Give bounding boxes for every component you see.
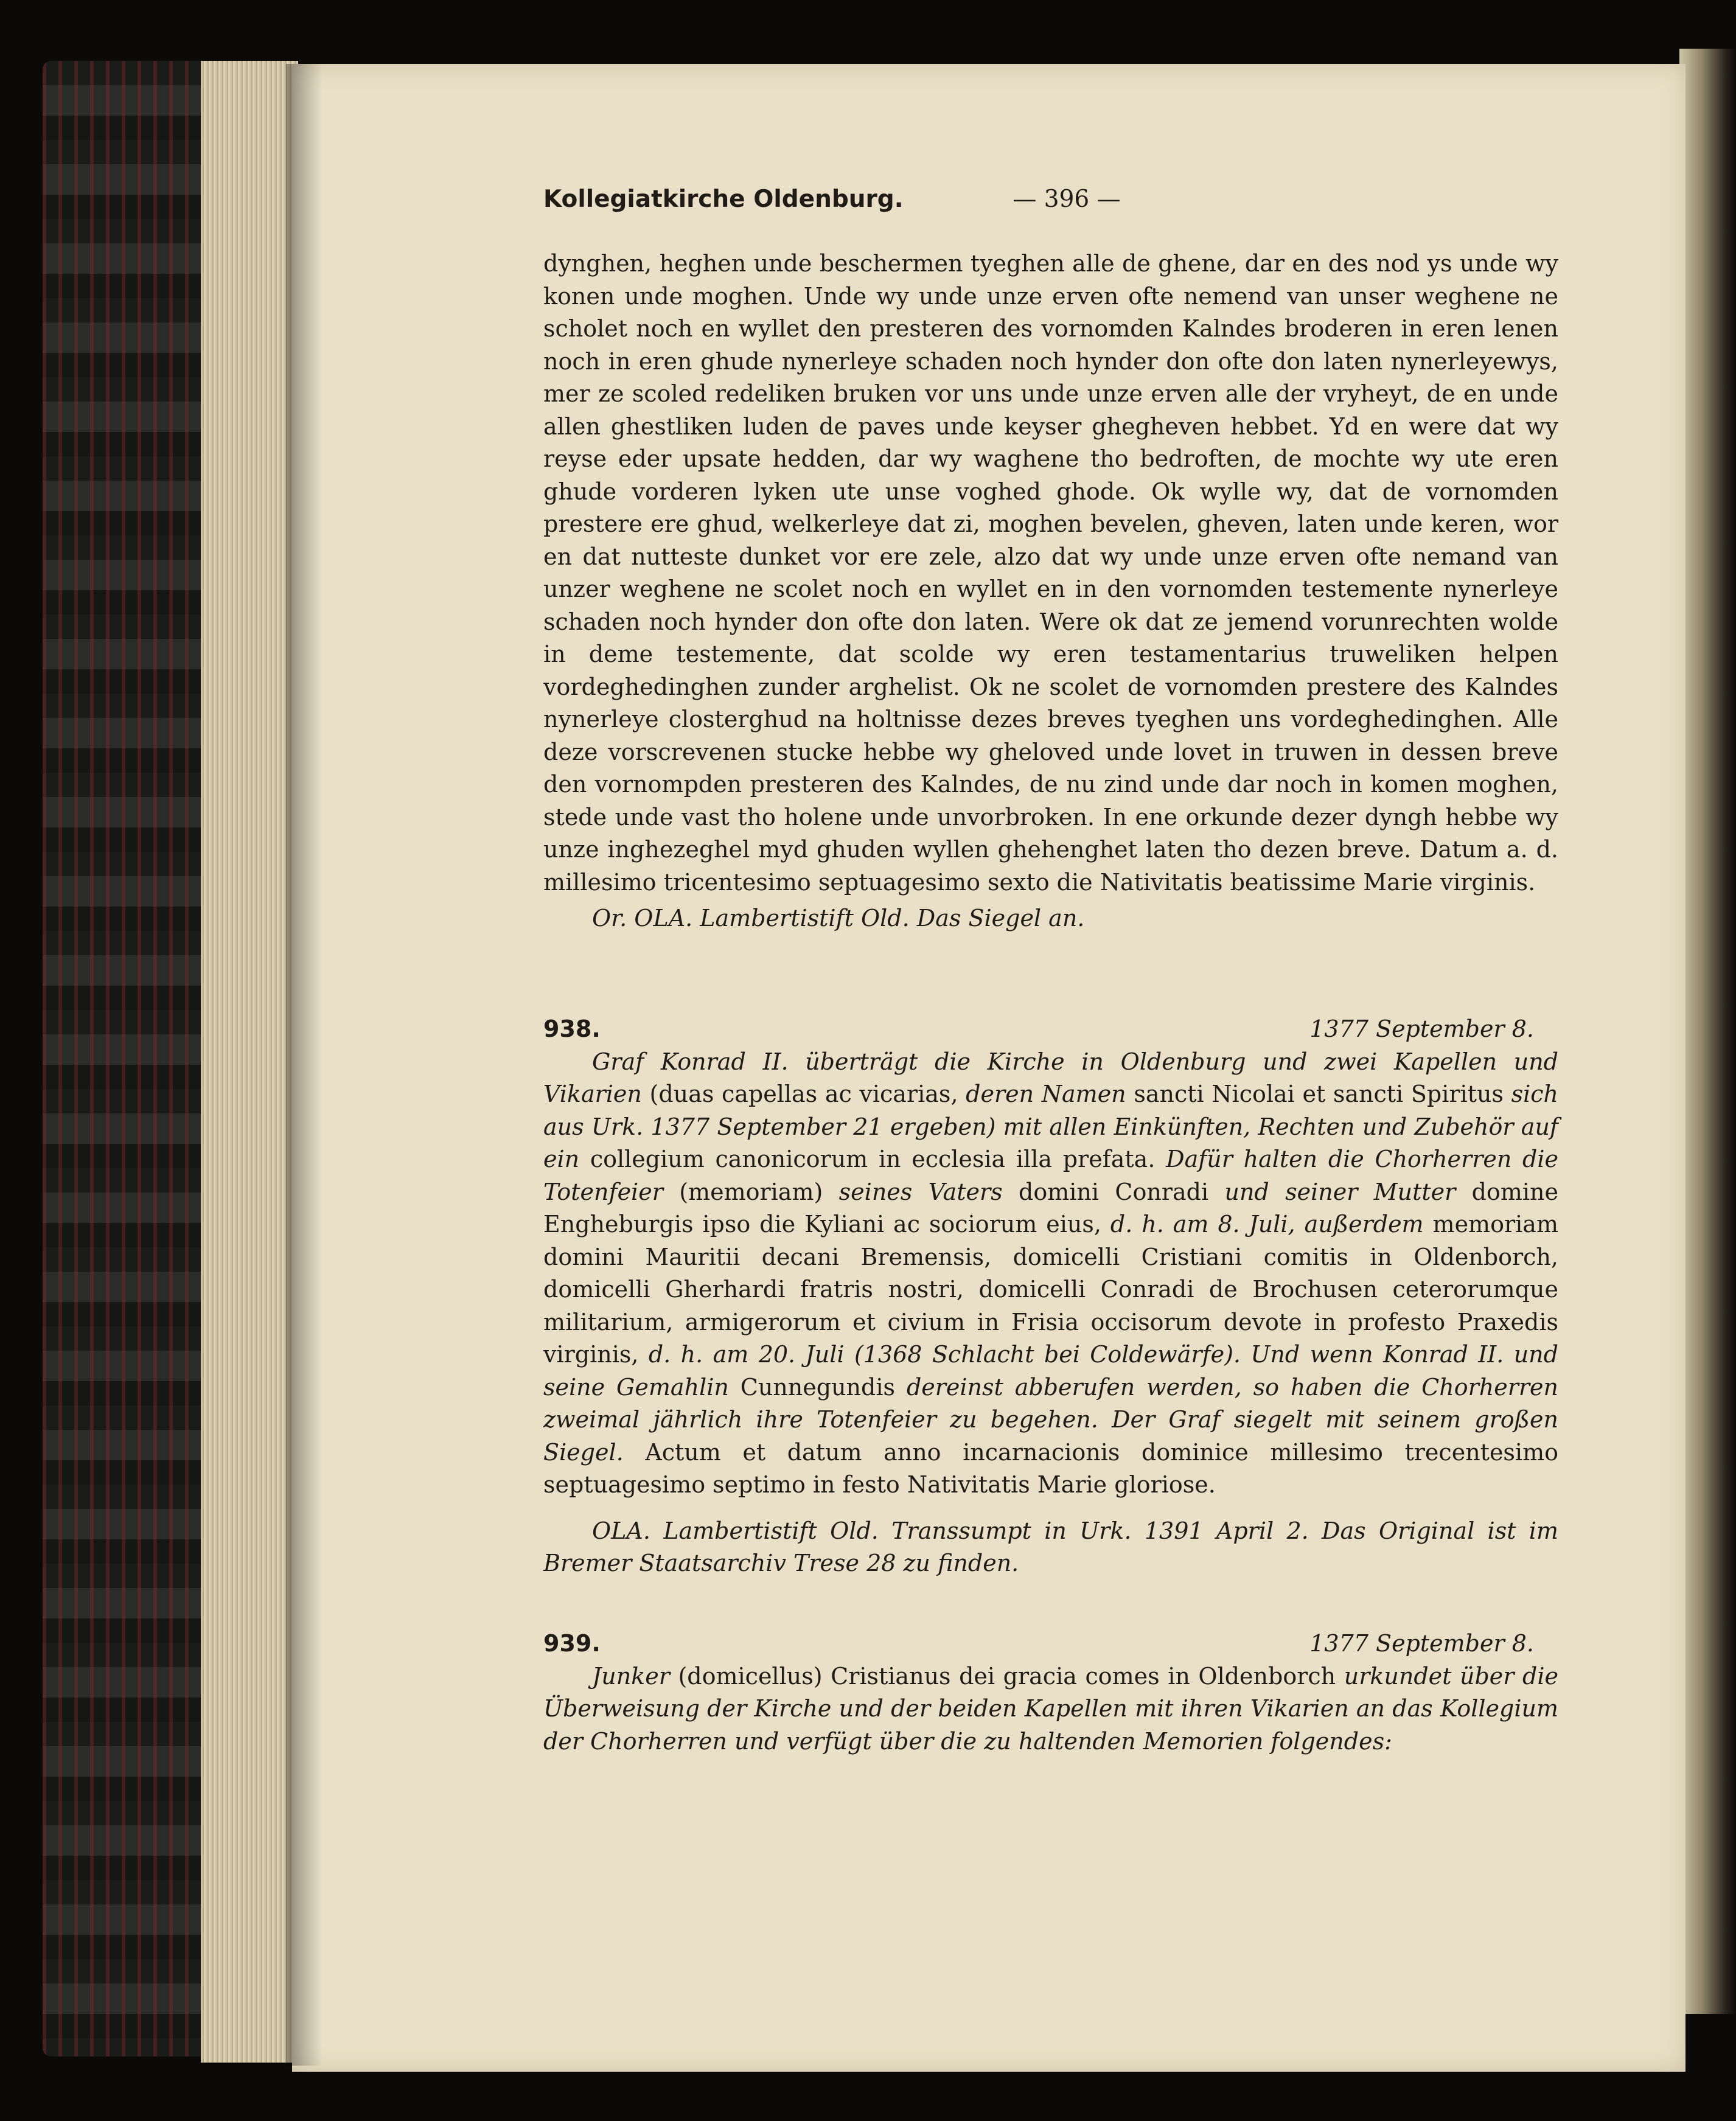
entry-938-date: 1377 September 8. bbox=[1309, 1015, 1534, 1042]
entry-938 bbox=[543, 1013, 1558, 1580]
regest-segment: (domicellus) Cristianus dei gracia comes in Oldenborch bbox=[669, 1662, 1344, 1690]
regest-segment: sancti Nicolai et sancti Spiritus bbox=[1126, 1081, 1511, 1107]
continuation-text: dynghen, heghen unde beschermen tyeghen alle de ghene, dar en des nod ys unde wy konen unde moghen. Unde wy unde unze erven ofte nemend van unser weghene ne scholet noch en wyllet den presteren des vornomden Kalndes broderen in eren lenen noch in eren ghude nynerleye schaden noch hynder don ofte don laten nynerleyewys, mer ze scoled redeliken bruken vor uns unde unze erven alle der vryheyt, de en unde allen ghestliken luden de paves unde keyser ghegheven hebbet. Yd en were dat wy reyse eder upsate hedden, dar wy waghene tho bedroften, de mochte wy ute eren ghude vorderen lyken ute unse voghed ghode. Ok wylle wy, dat de vornomden prestere ere ghud, welkerleye dat zi, moghen bevelen, gheven, laten unde keren, wor en dat nutteste dunket vor ere zele, alzo dat wy unde unze erven ofte nemand van unzer weghene ne scolet noch en wyllet en in den vornomden testemente nynerleye schaden noch hynder don ofte don laten. Were ok dat ze jemend vorunrechten wolde in deme testemente, dat scolde wy eren testamentarius truweliken helpen vordeghedinghen zunder arghelist. Ok ne scolet de vornomden prestere des Kalndes nynerleye closterghud na holtnisse dezes breves tyeghen uns vordeghedinghen. Alle deze vorscrevenen stucke hebbe wy gheloved unde lovet in truwen in dessen breve den vornompden presteren des Kalndes, de nu zind unde dar noch in komen moghen, stede unde vast tho holene unde unvorbroken. In ene orkunde dezer dyngh hebbe wy unze inghezeghel myd ghuden wyllen ghehenghet laten tho dezen breve. Datum a. d. millesimo tricentesimo septuagesimo sexto die Nativitatis beatissime Marie virginis. bbox=[543, 250, 1558, 896]
regest-segment: d. h. am 8. Juli, außerdem bbox=[1110, 1211, 1424, 1238]
regest-segment: seines Vaters bbox=[838, 1178, 1003, 1205]
entry-939-head bbox=[543, 1628, 1558, 1660]
regest-segment: collegium canonicorum in ecclesia illa prefata. bbox=[579, 1146, 1166, 1172]
page-header bbox=[543, 186, 1558, 222]
regest-segment: dereinst abberufen werden, so haben die Chorherren zweimal jährlich ihre Totenfeier zu begehen. Der Graf siegelt mit seinem großen Siegel. bbox=[543, 1373, 1558, 1466]
continuation-block bbox=[543, 248, 1558, 935]
regest-segment: (memoriam) bbox=[663, 1178, 839, 1205]
entry-939-regest bbox=[543, 1660, 1558, 1758]
spine-shadow bbox=[286, 64, 322, 2066]
regest-segment: Graf Konrad II. überträgt die Kirche in Oldenburg und zwei Kapellen und Vikarien bbox=[543, 1048, 1558, 1107]
regest-segment: (duas capellas ac vicarias, bbox=[641, 1081, 966, 1107]
regest-segment: urkundet über die Überweisung der Kirche und der beiden Kapellen mit ihren Vikarien an das Kollegium der Chorherren und verfügt über die zu haltenden Memorien folgendes: bbox=[543, 1662, 1558, 1755]
regest-segment: domini Conradi bbox=[1002, 1178, 1225, 1205]
entry-939 bbox=[543, 1628, 1558, 1758]
entry-938-head bbox=[543, 1013, 1558, 1046]
entry-938-source: OLA. Lambertistift Old. Transsumpt in Urk. 1391 April 2. Das Original ist im Bremer Staatsarchiv Trese 28 zu finden. bbox=[543, 1517, 1558, 1576]
regest-segment: domine Engheburgis ipso die Kyliani ac sociorum eius, bbox=[543, 1178, 1559, 1238]
book-page-edges bbox=[201, 61, 298, 2063]
book-page bbox=[292, 64, 1685, 2072]
next-page-edge bbox=[1679, 49, 1736, 2014]
regest-segment: Cunnegundis bbox=[728, 1373, 907, 1401]
regest-segment: d. h. am 20. Juli (1368 Schlacht bei Coldewärfe). Und wenn Konrad II. und seine Gemahlin bbox=[543, 1341, 1558, 1401]
regest-segment: und seiner Mutter bbox=[1224, 1178, 1456, 1205]
entry-938-regest bbox=[543, 1046, 1558, 1502]
entry-939-date: 1377 September 8. bbox=[1309, 1630, 1534, 1657]
page-number: — 396 — bbox=[1013, 186, 1121, 213]
regest-segment: sich aus Urk. 1377 September 21 ergeben) mit allen Einkünften, Rechten und Zubehör auf ein bbox=[543, 1081, 1558, 1172]
entry-939-number: 939. bbox=[543, 1630, 601, 1657]
book-edge-marbled bbox=[43, 61, 225, 2057]
regest-segment: memoriam domini Mauritii decani Bremensis, domicelli Cristiani comitis in Oldenborch, domicelli Gherhardi fratris nostri, domicelli Conradi de Brochusen ceterorumque militarium, armigerorum et civium in Frisia occisorum devote in profesto Praxedis virginis, bbox=[543, 1211, 1558, 1368]
regest-segment: Dafür halten die Chorherren die Totenfeier bbox=[543, 1146, 1558, 1205]
continuation-source: Or. OLA. Lambertistift Old. Das Siegel an. bbox=[592, 905, 1085, 932]
regest-segment: Actum et datum anno incarnacionis dominice millesimo trecentesimo septuagesimo septimo in festo Nativitatis Marie gloriose. bbox=[543, 1438, 1558, 1498]
entry-938-number: 938. bbox=[543, 1015, 601, 1042]
running-head: Kollegiatkirche Oldenburg. bbox=[543, 186, 904, 213]
regest-segment: Junker bbox=[592, 1662, 670, 1690]
regest-segment: deren Namen bbox=[966, 1081, 1126, 1107]
